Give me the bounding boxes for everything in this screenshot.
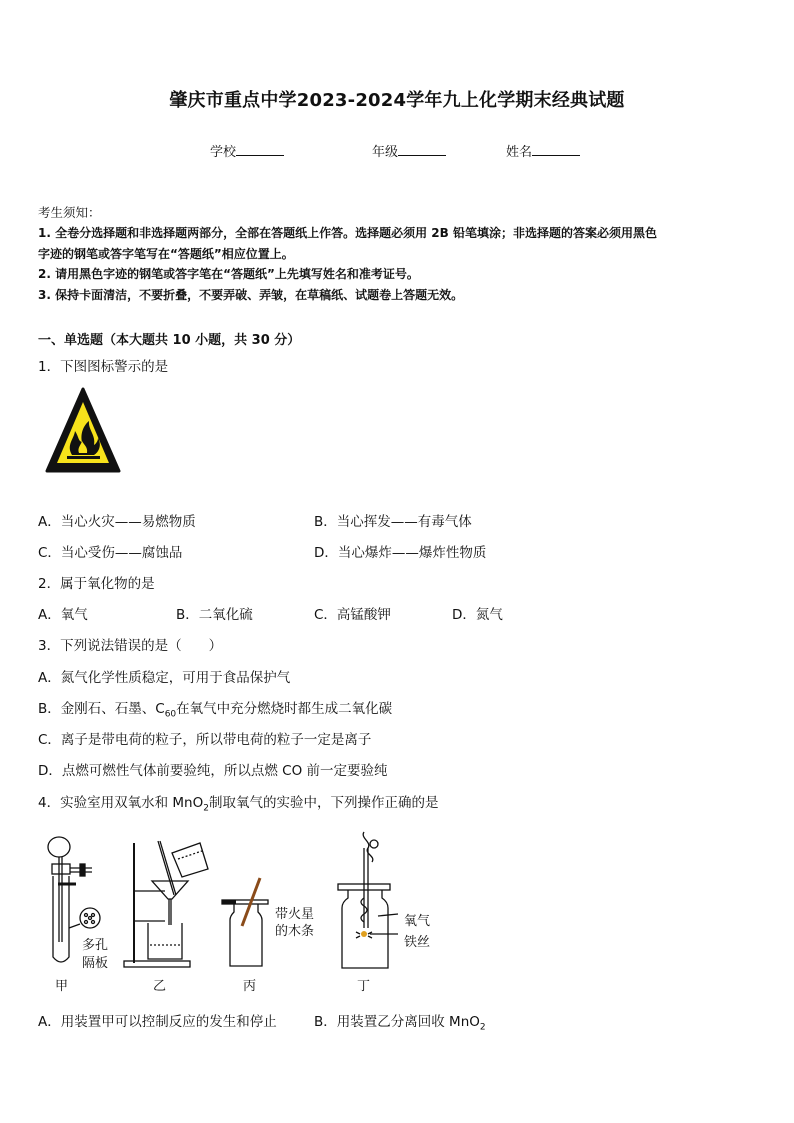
notice-heading: 考生须知： (38, 205, 101, 220)
q1-option-b: B．当心挥发——有毒气体 (314, 514, 472, 530)
label-geban: 隔板 (82, 956, 109, 971)
q4-option-a: A．用装置甲可以控制反应的发生和停止 (38, 1014, 277, 1030)
label-daihuoxing: 带火星 (275, 907, 315, 922)
q4-stem (38, 791, 438, 814)
q1-stem: 1．下图图标警示的是 (38, 359, 169, 375)
page-title: 肇庆市重点中学2023-2024学年九上化学期末经典试题 (169, 90, 625, 111)
q3-option-b-post: 在氧气中充分燃烧时都生成二氧化碳 (176, 701, 393, 717)
label-yangqi: 氧气 (404, 914, 431, 929)
label-tiesi: 铁丝 (404, 935, 431, 950)
q4-stem-pre: 4．实验室用双氧水和 MnO (38, 795, 204, 811)
q4-stem-sub: 2 (203, 803, 209, 814)
label-ding: 丁 (357, 979, 371, 994)
apparatus-bing-diagram (218, 874, 278, 970)
name-label: 姓名 (506, 145, 533, 160)
name-field (506, 141, 580, 160)
notice-item1-line2: 字迹的钢笔或答字笔写在“答题纸”相应位置上。 (38, 247, 294, 261)
q2-option-c: C．高锰酸钾 (314, 607, 391, 623)
q3-stem: 3．下列说法错误的是（ ） (38, 638, 223, 654)
label-duokong: 多孔 (82, 938, 109, 953)
q2-option-d: D．氮气 (452, 607, 503, 623)
apparatus-yi-diagram (120, 833, 220, 973)
notice-item2: 2. 请用黑色字迹的钢笔或答字笔在“答题纸”上先填写姓名和准考证号。 (38, 267, 419, 281)
grade-field (372, 141, 446, 160)
notice-item3: 3. 保持卡面清洁，不要折叠，不要弄破、弄皱，在草稿纸、试题卷上答题无效。 (38, 288, 464, 302)
label-demutiao: 的木条 (275, 924, 315, 939)
q3-option-b (38, 697, 392, 720)
q1-option-c: C．当心受伤——腐蚀品 (38, 545, 183, 561)
flammable-warning-icon (44, 385, 122, 477)
q4-stem-post: 制取氧气的实验中，下列操作正确的是 (208, 795, 439, 811)
q3-option-c: C．离子是带电荷的粒子，所以带电荷的粒子一定是离子 (38, 732, 372, 748)
school-field (210, 141, 284, 160)
q4-option-b-pre: B．用装置乙分离回收 MnO (314, 1014, 480, 1030)
notice-item1-line1: 1. 全卷分选择题和非选择题两部分，全部在答题纸上作答。选择题必须用 2B 铅笔填涂；非选择题的答案必须用黑色 (38, 226, 657, 240)
q3-option-a: A．氮气化学性质稳定，可用于食品保护气 (38, 670, 291, 686)
name-blank (532, 143, 580, 156)
q1-option-a: A．当心火灾——易燃物质 (38, 514, 196, 530)
q4-option-b (314, 1010, 486, 1033)
school-blank (236, 143, 284, 156)
q1-option-d: D．当心爆炸——爆炸性物质 (314, 545, 487, 561)
label-jia: 甲 (55, 979, 69, 994)
label-yi: 乙 (153, 979, 167, 994)
label-bing: 丙 (243, 979, 257, 994)
q2-stem: 2．属于氧化物的是 (38, 576, 155, 592)
q3-option-b-sub: 60 (164, 709, 177, 720)
apparatus-ding-diagram (334, 828, 404, 973)
section-heading: 一、单选题（本大题共 10 小题，共 30 分） (38, 333, 301, 348)
grade-blank (398, 143, 446, 156)
q4-option-b-sub: 2 (479, 1022, 486, 1033)
q2-option-b: B．二氧化硫 (176, 607, 253, 623)
q2-option-a: A．氧气 (38, 607, 88, 623)
q3-option-b-pre: B．金刚石、石墨、C (38, 701, 165, 717)
school-label: 学校 (210, 145, 237, 160)
q3-option-d: D．点燃可燃性气体前要验纯，所以点燃 CO 前一定要验纯 (38, 763, 388, 779)
grade-label: 年级 (372, 145, 399, 160)
